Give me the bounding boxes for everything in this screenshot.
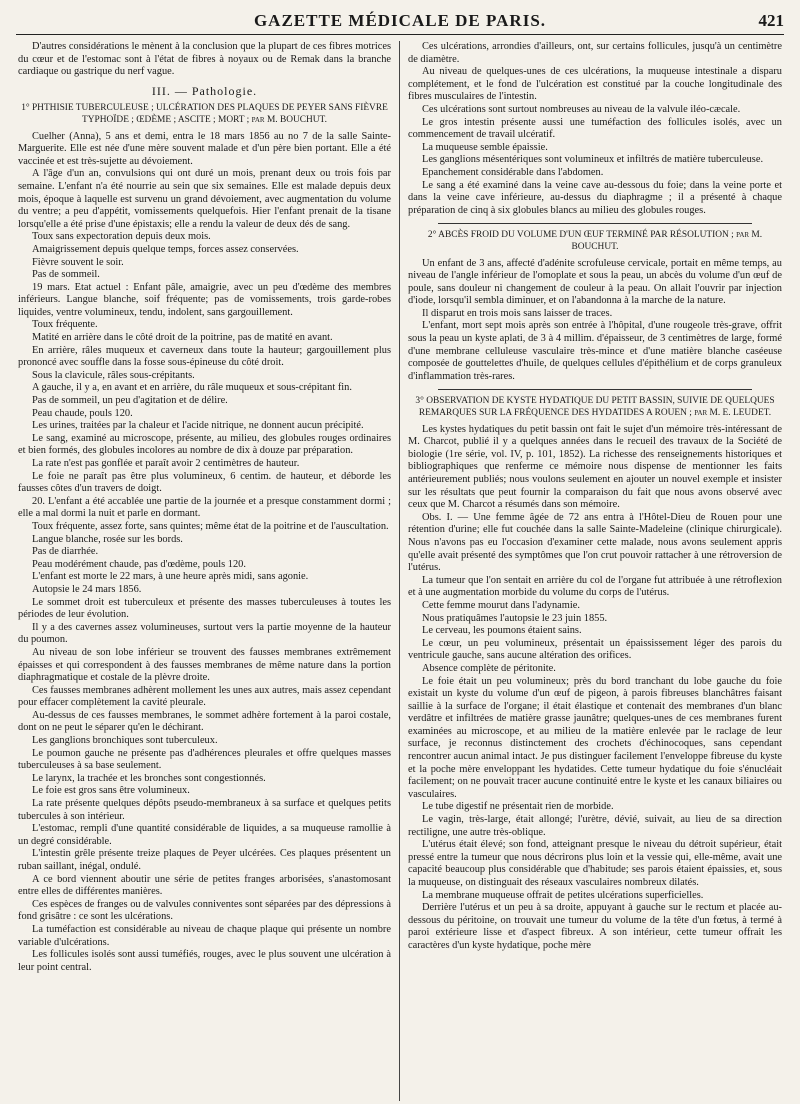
paragraph: 20. L'enfant a été accablée une partie de la journée et a presque constamment dormi ; elle a mal dormi la nuit et parle en dormant. [18,495,391,520]
paragraph: Les ganglions mésentériques sont volumineux et infiltrés de matière tuberculeuse. [422,154,764,166]
section-title: III. — Pathologie. [151,83,258,98]
paragraph: Derrière l'utérus et un peu à sa droite, appuyant à gauche sur le rectum et placée au-dessous du péritoine, on trouvait une tumeur du volume de la tête d'un fœtus, à termé à paroi extérieure lisse et d'aspect fibreux. A son intérieur, cette tumeur offrait les caractères d'un kyste hydatique, poche mère [408,902,782,951]
paragraph: La rate présente quelques dépôts pseudo-membraneux à sa surface et quelques petits tubercules à son intérieur. [18,798,391,822]
paragraph: Peau modérément chaude, pas d'œdème, pouls 120. [32,558,246,570]
paragraph: Autopsie le 24 mars 1856. [32,583,142,595]
page-header [16,10,784,35]
paragraph: Ces ulcérations sont surtout nombreuses au niveau de la valvule iléo-cæcale. [422,103,741,115]
paragraph: Ces ulcérations, arrondies d'ailleurs, ont, sur certains follicules, jusqu'à un centimètre de diamètre. [408,41,782,65]
paragraph: Au niveau de quelques-unes de ces ulcérations, la muqueuse intestinale a disparu complétement, et le fond de l'ulcération est constitué par la couche longitudinale des fibres musculaires de l'intestin. [408,66,782,103]
paragraph: Les urines, traitées par la chaleur et l'acide nitrique, ne donnent aucun précipité. [32,420,364,432]
paragraph: L'enfant, mort sept mois après son entrée à l'hôpital, d'une rougeole très-grave, offrit sous la peau un kyste aplati, de 3 à 4 millim. d'épaisseur, de 3 centimètres de large, formé d'une membrane celluleuse vasculaire très-mince et d'une matière blanche caséeuse composée de gouttelettes d'huile, de quelques cellules d'épithélium et de corps granuleux d'inflammation très-rares. [408,320,782,382]
paragraph: Le larynx, la trachée et les bronches sont congestionnés. [32,772,266,784]
paragraph: Le gros intestin présente aussi une tuméfaction des follicules isolés, avec un commencement de travail ulcératif. [408,116,782,141]
paragraph: Le cerveau, les poumons étaient sains. [422,625,582,637]
left-column [16,41,400,1101]
paragraph: Le vagin, très-large, était allongé; l'urètre, dévié, suivait, au lieu de sa direction rectiligne, une autre très-oblique. [408,814,782,838]
paragraph: Le poumon gauche ne présente pas d'adhérences pleurales et offre quelques masses tuberculeuses à sa base seulement. [18,747,391,772]
paragraph: Cette femme mourut dans l'adynamie. [422,599,580,611]
paragraph: Cuelher (Anna), 5 ans et demi, entra le 18 mars 1856 au no 7 de la salle Sainte-Marguerite. Elle est née d'une mère souvent malade et d'un père bien portant. Elle a été vaccinée et est très-sujette au dévoiement. [18,130,391,167]
paragraph: Obs. I. — Une femme âgée de 72 ans entra à l'Hôtel-Dieu de Rouen pour une rétention d'urine; elle fut couchée dans la salle Sainte-Madeleine (clinique chirurgicale). Nous n'avons pas eu l'occasion d'examiner cette malade, nous avons seulement appris qu'elle avait présenté des symptômes que l'on crut pouvoir rattacher à une rétroversion de l'utérus. [408,511,782,574]
paragraph: Peau chaude, pouls 120. [32,407,133,419]
columns [16,41,784,1101]
paragraph: Au-dessus de ces fausses membranes, le sommet adhère fortement à la paroi costale, dont on ne peut le séparer qu'en le déchirant. [18,709,391,734]
paragraph: L'estomac, rempli d'une quantité considérable de liquides, a sa muqueuse ramollie à un degré considérable. [18,823,391,847]
paragraph: Toux fréquente, assez forte, sans quintes; même état de la poitrine et de l'auscultation. [32,520,389,532]
paragraph: L'utérus était élevé; son fond, atteignant presque le niveau du détroit supérieur, était pressé entre la tumeur que nous décrirons plus loin et la vessie qui, elle-même, avait une capacité beaucoup plus considérable que d'habitude; ses parois étaient épaissies, et, sous la muqueuse, on distinguait des réseaux vasculaires nombreux dilatés. [408,839,782,888]
article-heading-1: 1° PHTHISIE TUBERCULEUSE ; ULCÉRATION DES PLAQUES DE PEYER SANS FIÈVRE TYPHOÏDE ; ŒDÈME ; ASCITE ; MORT ; par M. BOUCHUT. [21,103,388,125]
paragraph: Langue blanche, rosée sur les bords. [32,533,183,545]
divider [438,223,752,224]
page-number: 421 [758,11,784,30]
paragraph: La tuméfaction est considérable au niveau de chaque plaque qui présente un nombre variable d'ulcérations. [18,923,391,948]
paragraph: Les ganglions bronchiques sont tuberculeux. [32,735,218,747]
paragraph: A ce bord viennent aboutir une série de petites franges arborisées, s'anastomosant entre elles de différentes manières. [18,873,391,898]
article-heading-2: 2° ABCÈS FROID DU VOLUME D'UN ŒUF TERMINÉ PAR RÉSOLUTION ; par M. BOUCHUT. [427,230,763,252]
paragraph: L'enfant est morte le 22 mars, à une heure après midi, sans agonie. [32,571,309,583]
paragraph: Sous la clavicule, râles sous-crépitants. [32,369,195,381]
paragraph: Un enfant de 3 ans, affecté d'adénite scrofuleuse cervicale, portait en même temps, au niveau de l'angle inférieur de l'omoplate et sous la peau, un abcès du volume d'un œuf de poule, sans douleur ni changement de couleur à la peau. On allait l'ouvrir par injection d'iode, lorsqu'il sembla diminuer, et on l'abandonna à la marche de la nature. [408,257,782,307]
paragraph: Le sang a été examiné dans la veine cave au-dessous du foie; dans la veine porte et dans la veine cave inférieure, au-dessus du diaphragme ; il a présenté à chaque préparation de cinq à six globules blancs au milieu des globules rouges. [408,179,782,216]
paragraph: La membrane muqueuse offrait de petites ulcérations superficielles. [422,889,704,901]
paragraph: Le tube digestif ne présentait rien de morbide. [422,801,614,813]
paragraph: Au niveau de son lobe inférieur se trouvent des fausses membranes extrêmement épaisses et qui correspondent à des fausses membranes de même nature dans la portion diaphragmatique et costale de la plèvre droite. [18,646,391,684]
paragraph: Amaigrissement depuis quelque temps, forces assez conservées. [32,243,299,255]
paragraph: A gauche, il y a, en avant et en arrière, du râle muqueux et sous-crépitant fin. [32,382,352,394]
paragraph: Le foie était un peu volumineux; près du bord tranchant du lobe gauche du foie existait un kyste du volume d'un œuf de pigeon, à parois fibreuses blanchâtres faisant saillie à la surface de l'organe; il était élastique et contenait des membranes d'un blanc verdâtre et infiltrées de matière grasse jaunâtre; quelques-unes de ces membranes furent examinées au microscope, et au milieu de la matière enlevée par le raclage de leur surface, je reconnus distinctement des crochets d'échinocoques, sans cependant rencontrer aucun animal intact. Je pus distinguer facilement l'enveloppe fibreuse du kyste et la poche mère enveloppant les hydatides. Cette tumeur hydatique du foie s'énucléait facilement; on ne pouvait tracer aucune continuité entre le kyste et les canaux biliaires ou vasculaires. [408,675,782,800]
right-column [400,41,784,1101]
paragraph: Ces espèces de franges ou de valvules conniventes sont séparées par des dépressions à fond grisâtre : ce sont les ulcérations. [18,898,391,923]
paragraph: Pas de sommeil. [32,269,100,281]
paragraph: En arrière, râles muqueux et caverneux dans toute la hauteur; gargouillement plus prononcé avec souffle dans la fosse sous-épineuse du côté droit. [18,344,391,369]
paragraph: A l'âge d'un an, convulsions qui ont duré un mois, prenant deux ou trois fois par semaine. L'enfant n'a été nourrie au sein que six semaines. Elle est malade depuis deux mois, époque à laquelle est survenu un grand dévoiement, avec augmentation du volume du ventre; a peu d'appétit, vomissements quelquefois. Hier l'enfant prenait de la tisane lorsqu'elle a été prise d'une épistaxis; elle a rendu la valeur de deux dés de sang. [18,168,391,230]
journal-title: GAZETTE MÉDICALE DE PARIS. [253,11,547,30]
paragraph: Il y a des cavernes assez volumineuses, surtout vers la partie moyenne de la hauteur du poumon. [18,621,391,646]
article-1-body [18,131,391,975]
paragraph: Ces fausses membranes adhèrent mollement les unes aux autres, mais assez cependant pour effacer complètement la cavité pleurale. [18,684,391,709]
paragraph: Le sommet droit est tuberculeux et présente des masses tuberculeuses à toutes les périodes de leur évolution. [18,596,391,621]
article-3-body [408,424,782,953]
paragraph: Le foie ne paraît pas être plus volumineux, 6 centim. de hauteur, et déborde les fausses côtes d'un travers de doigt. [18,470,391,495]
paragraph: Le cœur, un peu volumineux, présentait un épaississement léger des parois du ventricule gauche, sans aucune altération des orifices. [408,637,782,662]
paragraph: Fièvre souvent le soir. [32,256,124,268]
paragraph: La rate n'est pas gonflée et paraît avoir 2 centimètres de hauteur. [32,458,300,469]
paragraph: Le foie est gros sans être volumineux. [32,785,190,797]
paragraph: Matité en arrière dans le côté droit de la poitrine, pas de matité en avant. [32,332,333,344]
divider [438,389,752,390]
paragraph: Il disparut en trois mois sans laisser de traces. [422,307,613,319]
article-1-continued [408,41,782,217]
paragraph: 19 mars. Etat actuel : Enfant pâle, amaigrie, avec un peu d'œdème des membres inférieurs. Langue blanche, soif fréquente; pas de vomissements, trois garde-robes liquides, ventre volumineux, tendu, indolent, sans gargouillement. [18,281,391,318]
paragraph: Pas de sommeil, un peu d'agitation et de délire. [32,395,228,407]
paragraph: Epanchement considérable dans l'abdomen. [422,166,604,178]
article-2-body [408,258,782,384]
paragraph: La muqueuse semble épaissie. [422,141,548,153]
paragraph: Pas de diarrhée. [32,546,99,558]
paragraph: L'intestin grêle présente treize plaques de Peyer ulcérées. Ces plaques présentent un ruban saillant, inégal, ondulé. [18,848,391,872]
paragraph: Absence complète de péritonite. [422,662,556,674]
article-heading-3: 3° OBSERVATION DE KYSTE HYDATIQUE DU PETIT BASSIN, SUIVIE DE QUELQUES REMARQUES SUR LA FRÉQUENCE DES HYDATIDES A ROUEN ; par M. E. LEUDET. [415,396,775,419]
paragraph: Le sang, examiné au microscope, présente, au milieu, des globules rouges ordinaires et bien formés, des globules incolores au nombre de dix à douze par préparation. [18,432,391,457]
paragraph: Nous pratiquâmes l'autopsie le 23 juin 1855. [422,612,608,624]
paragraph: Toux fréquente. [32,319,98,331]
paragraph: Les follicules isolés sont aussi tuméfiés, rouges, avec le plus souvent une ulcération à leur point central. [18,949,391,973]
intro-paragraph: D'autres considérations le mènent à la conclusion que la plupart de ces fibres motrices du cœur et de l'estomac sont à l'état de fibres à noyaux ou de Remak dans la branche cardiaque ou gastrique du nerf vague. [18,41,391,78]
paragraph: La tumeur que l'on sentait en arrière du col de l'organe fut attribuée à une rétroflexion et à une augmentation morbide du volume du corps de l'utérus. [408,574,782,599]
paragraph: Les kystes hydatiques du petit bassin ont fait le sujet d'un mémoire très-intéressant de M. Charcot, publié il y a quelques années dans le recueil des travaux de la Société de biologie (1re série, vol. IV, p. 101, 1852). La richesse des renseignements historiques et bibliographiques que renferme ce mémoire nous dispense de mentionner les faits antérieurement publiés; nous voulons seulement en ajouter un nouvel exemple et insister sur les résultats que peut fournir la comparaison du fait que nous avons observé avec ceux que M. Charcot a résumés dans son mémoire. [408,423,782,511]
paragraph: Toux sans expectoration depuis deux mois. [32,231,211,243]
